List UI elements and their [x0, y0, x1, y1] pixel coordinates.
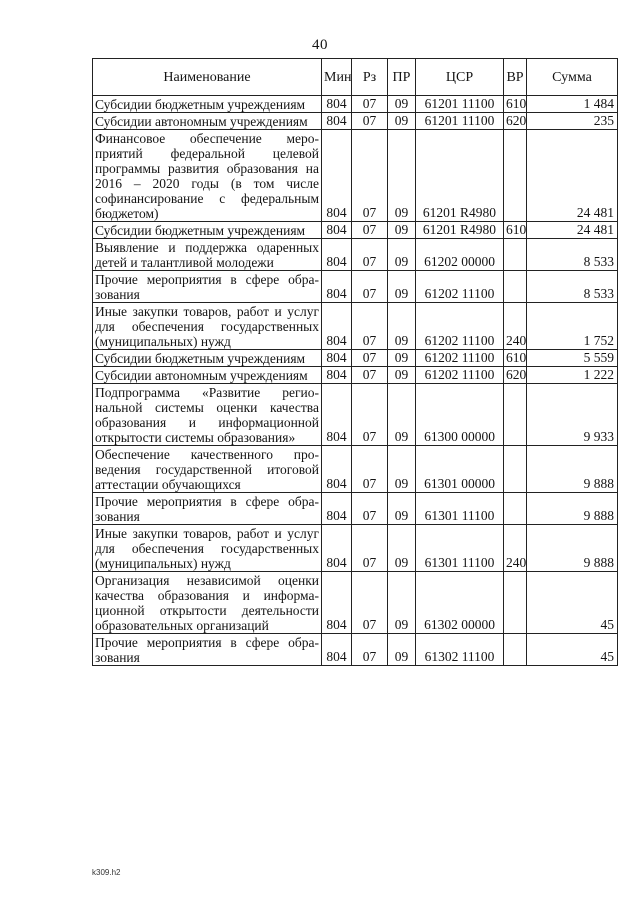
row-vr — [504, 634, 527, 666]
table-row — [93, 96, 618, 113]
row-sum: 9 888 — [527, 446, 618, 493]
row-rz: 07 — [352, 572, 388, 634]
row-sum: 1 484 — [527, 96, 618, 113]
row-name: Организация независимой оценки качества образования и информационной открытости деятельности образовательных организаций — [93, 572, 322, 634]
row-csr: 61201 R4980 — [416, 130, 504, 222]
row-min: 804 — [322, 367, 352, 384]
row-pr: 09 — [388, 572, 416, 634]
table-row — [93, 239, 618, 271]
row-csr: 61301 00000 — [416, 446, 504, 493]
row-rz: 07 — [352, 493, 388, 525]
row-csr: 61201 11100 — [416, 113, 504, 130]
footer-code: k309.h2 — [92, 868, 121, 877]
row-vr — [504, 239, 527, 271]
header-rz: Рз — [352, 59, 388, 96]
table-row — [93, 130, 618, 222]
row-name: Подпрограмма «Развитие региональной системы оценки качества образования и информационной открытости системы образования» — [93, 384, 322, 446]
header-csr: ЦСР — [416, 59, 504, 96]
row-sum: 24 481 — [527, 130, 618, 222]
row-csr: 61201 11100 — [416, 96, 504, 113]
table-body — [93, 96, 618, 666]
row-rz: 07 — [352, 634, 388, 666]
row-csr: 61301 11100 — [416, 525, 504, 572]
row-rz: 07 — [352, 130, 388, 222]
row-pr: 09 — [388, 446, 416, 493]
row-pr: 09 — [388, 222, 416, 239]
row-csr: 61302 11100 — [416, 634, 504, 666]
row-name: Субсидии автономным учреждениям — [93, 113, 322, 130]
header-min: Мин — [322, 59, 352, 96]
row-sum: 1 752 — [527, 303, 618, 350]
row-vr — [504, 572, 527, 634]
row-sum: 5 559 — [527, 350, 618, 367]
row-rz: 07 — [352, 222, 388, 239]
row-name: Обеспечение качественного проведения государственной итоговой аттестации обучающихся — [93, 446, 322, 493]
table-row — [93, 350, 618, 367]
row-name: Финансовое обеспечение мероприятий федеральной целевой программы развития образования на 2016 – 2020 годы (в том числе софинансирование с федеральным бюджетом) — [93, 130, 322, 222]
row-csr: 61202 11100 — [416, 303, 504, 350]
row-sum: 1 222 — [527, 367, 618, 384]
row-vr — [504, 130, 527, 222]
row-name: Субсидии бюджетным учреждениям — [93, 96, 322, 113]
table-row — [93, 113, 618, 130]
row-sum: 8 533 — [527, 239, 618, 271]
row-min: 804 — [322, 130, 352, 222]
row-rz: 07 — [352, 271, 388, 303]
row-vr: 240 — [504, 303, 527, 350]
table-row — [93, 525, 618, 572]
row-csr: 61300 00000 — [416, 384, 504, 446]
row-name: Иные закупки товаров, работ и услуг для обеспечения государственных (муниципальных) нужд — [93, 303, 322, 350]
table-header-row — [93, 59, 618, 96]
row-name: Субсидии автономным учреждениям — [93, 367, 322, 384]
row-name: Прочие мероприятия в сфере образования — [93, 634, 322, 666]
row-csr: 61202 11100 — [416, 350, 504, 367]
row-csr: 61202 11100 — [416, 271, 504, 303]
row-csr: 61201 R4980 — [416, 222, 504, 239]
row-rz: 07 — [352, 350, 388, 367]
row-name: Прочие мероприятия в сфере образования — [93, 493, 322, 525]
row-name: Выявление и поддержка одаренных детей и талантливой молодежи — [93, 239, 322, 271]
row-rz: 07 — [352, 367, 388, 384]
row-vr: 620 — [504, 113, 527, 130]
row-pr: 09 — [388, 384, 416, 446]
header-name: Наименование — [93, 59, 322, 96]
row-min: 804 — [322, 384, 352, 446]
row-csr: 61202 00000 — [416, 239, 504, 271]
row-rz: 07 — [352, 96, 388, 113]
row-min: 804 — [322, 634, 352, 666]
row-sum: 45 — [527, 634, 618, 666]
row-sum: 235 — [527, 113, 618, 130]
table-row — [93, 446, 618, 493]
row-vr — [504, 493, 527, 525]
row-sum: 24 481 — [527, 222, 618, 239]
row-name: Субсидии бюджетным учреждениям — [93, 222, 322, 239]
row-min: 804 — [322, 493, 352, 525]
row-pr: 09 — [388, 493, 416, 525]
table-row — [93, 271, 618, 303]
row-vr — [504, 384, 527, 446]
table-row — [93, 384, 618, 446]
row-vr: 610 — [504, 350, 527, 367]
row-pr: 09 — [388, 303, 416, 350]
row-vr: 610 — [504, 96, 527, 113]
row-min: 804 — [322, 271, 352, 303]
row-min: 804 — [322, 113, 352, 130]
row-csr: 61302 00000 — [416, 572, 504, 634]
row-name: Субсидии бюджетным учреждениям — [93, 350, 322, 367]
row-rz: 07 — [352, 384, 388, 446]
header-sum: Сумма — [527, 59, 618, 96]
row-min: 804 — [322, 222, 352, 239]
row-min: 804 — [322, 525, 352, 572]
header-vr: ВР — [504, 59, 527, 96]
row-min: 804 — [322, 96, 352, 113]
row-sum: 45 — [527, 572, 618, 634]
row-rz: 07 — [352, 525, 388, 572]
row-min: 804 — [322, 239, 352, 271]
table-row — [93, 634, 618, 666]
row-vr: 610 — [504, 222, 527, 239]
row-sum: 9 888 — [527, 493, 618, 525]
row-min: 804 — [322, 446, 352, 493]
budget-table — [92, 58, 618, 666]
row-name: Прочие мероприятия в сфере образования — [93, 271, 322, 303]
row-rz: 07 — [352, 446, 388, 493]
table-row — [93, 303, 618, 350]
row-pr: 09 — [388, 525, 416, 572]
row-min: 804 — [322, 572, 352, 634]
row-vr: 620 — [504, 367, 527, 384]
row-csr: 61301 11100 — [416, 493, 504, 525]
row-pr: 09 — [388, 239, 416, 271]
row-pr: 09 — [388, 634, 416, 666]
header-pr: ПР — [388, 59, 416, 96]
table-row — [93, 493, 618, 525]
row-vr: 240 — [504, 525, 527, 572]
row-pr: 09 — [388, 350, 416, 367]
row-pr: 09 — [388, 367, 416, 384]
row-pr: 09 — [388, 130, 416, 222]
row-rz: 07 — [352, 303, 388, 350]
row-rz: 07 — [352, 113, 388, 130]
table-row — [93, 572, 618, 634]
row-sum: 9 933 — [527, 384, 618, 446]
table-row — [93, 222, 618, 239]
row-sum: 9 888 — [527, 525, 618, 572]
row-sum: 8 533 — [527, 271, 618, 303]
row-vr — [504, 271, 527, 303]
row-csr: 61202 11100 — [416, 367, 504, 384]
table-row — [93, 367, 618, 384]
row-pr: 09 — [388, 271, 416, 303]
row-vr — [504, 446, 527, 493]
row-min: 804 — [322, 350, 352, 367]
row-name: Иные закупки товаров, работ и услуг для обеспечения государственных (муниципальных) нужд — [93, 525, 322, 572]
row-rz: 07 — [352, 239, 388, 271]
row-pr: 09 — [388, 113, 416, 130]
row-pr: 09 — [388, 96, 416, 113]
page-number: 40 — [312, 37, 328, 53]
row-min: 804 — [322, 303, 352, 350]
